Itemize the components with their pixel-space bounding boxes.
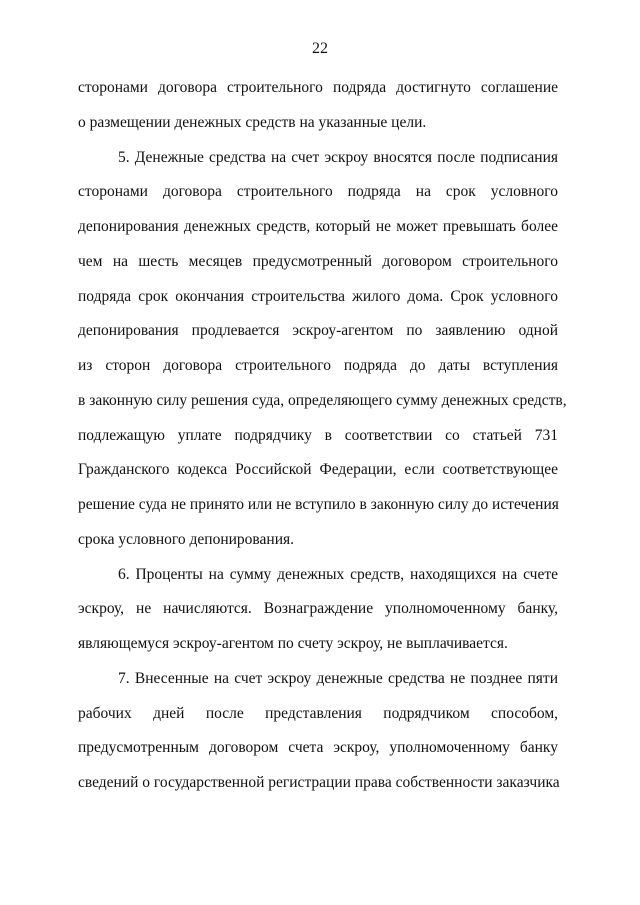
- text-line: сторонами договора строительного подряда на срок условного: [78, 183, 558, 201]
- document-body: [78, 71, 567, 801]
- text-line: 6. Проценты на сумму денежных средств, находящихся на счете: [118, 565, 558, 583]
- text-line: являющемуся эскроу-агентом по счету эскроу, не выплачивается.: [78, 635, 508, 652]
- text-line: сведений о государственной регистрации права собственности заказчика: [78, 774, 560, 791]
- text-line: рабочих дней после представления подрядчиком способом,: [78, 704, 558, 722]
- text-line: чем на шесть месяцев предусмотренный договором строительного: [78, 252, 558, 270]
- text-line: депонирования денежных средств, который не может превышать более: [78, 218, 558, 235]
- text-line: эскроу, не начисляются. Вознаграждение уполномоченному банку,: [78, 600, 558, 618]
- text-line: из сторон договора строительного подряда до даты вступления: [78, 357, 558, 374]
- text-line: 7. Внесенные на счет эскроу денежные средства не позднее пяти: [118, 669, 558, 687]
- text-line: подряда срок окончания строительства жилого дома. Срок условного: [78, 287, 558, 305]
- text-line: предусмотренным договором счета эскроу, уполномоченному банку: [78, 739, 558, 757]
- text-line: сторонами договора строительного подряда достигнуто соглашение: [78, 79, 558, 96]
- page-number: 22: [312, 40, 328, 57]
- text-line: подлежащую уплате подрядчику в соответствии со статьей 731: [78, 426, 558, 444]
- text-line: 5. Денежные средства на счет эскроу вносятся после подписания: [118, 148, 558, 166]
- text-line: в законную силу решения суда, определяющего сумму денежных средств,: [78, 391, 567, 409]
- text-line: Гражданского кодекса Российской Федерации, если соответствующее: [78, 461, 558, 479]
- text-line: решение суда не принято или не вступило в законную силу до истечения: [78, 496, 559, 513]
- text-line: срока условного депонирования.: [78, 530, 294, 548]
- text-line: о размещении денежных средств на указанные цели.: [78, 113, 427, 131]
- text-line: депонирования продлевается эскроу-агентом по заявлению одной: [78, 322, 558, 340]
